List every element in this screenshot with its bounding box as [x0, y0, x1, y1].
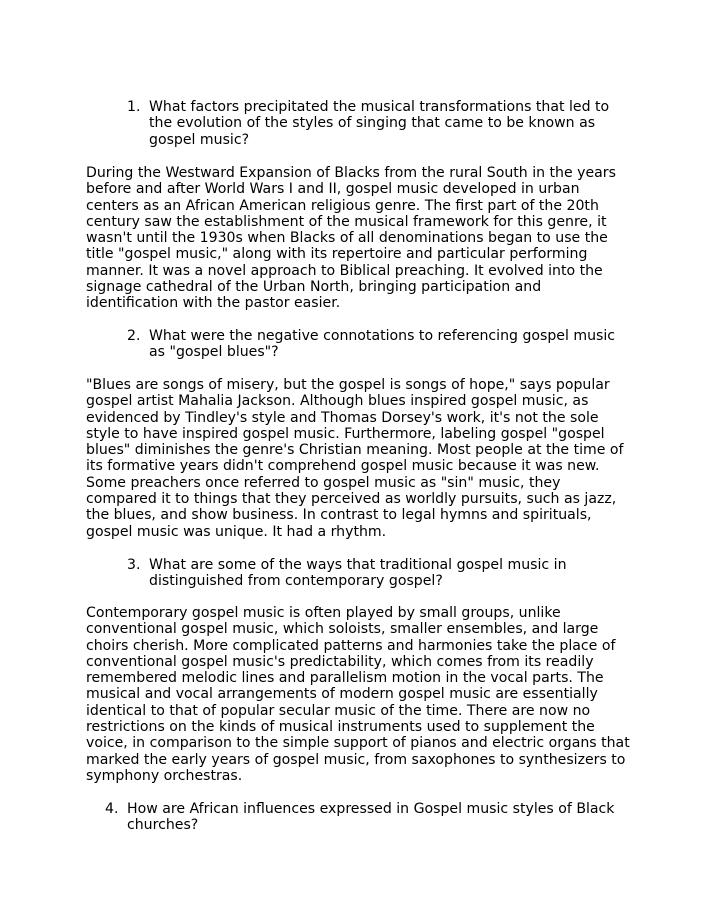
question-text: How are African influences expressed in Gospel music styles of Black churches?	[127, 801, 615, 834]
question-text: What are some of the ways that traditional gospel music in distinguished from contemporary gospel?	[149, 557, 567, 590]
question-number: 2.	[127, 328, 141, 344]
question-number: 1.	[127, 99, 141, 115]
question-3	[127, 557, 627, 590]
question-number: 3.	[127, 557, 141, 573]
question-4	[105, 801, 625, 834]
question-text: What were the negative connotations to referencing gospel music as "gospel blues"?	[149, 328, 616, 361]
question-number: 4.	[105, 801, 119, 817]
answer-paragraph-3: Contemporary gospel music is often played by small groups, unlike conventional gospel music, which soloists, smaller ensembles, and large choirs cherish. More complicated patterns and harmonies take the place of conventional gospel music's predictability, which comes from its readily remembered melodic lines and parallelism motion in the vocal parts. The musical and vocal arrangements of modern gospel music are essentially identical to that of popular secular music of the time. There are now no restrictions on the kinds of musical instruments used to supplement the voice, in comparison to the simple support of pianos and electric organs that marked the early years of gospel music, from saxophones to synthesizers to symphony orchestras.	[86, 605, 630, 784]
answer-paragraph-1: During the Westward Expansion of Blacks from the rural South in the years before and after World Wars I and II, gospel music developed in urban centers as an African American religious genre. The first part of the 20th century saw the establishment of the musical framework for this genre, it wasn't until the 1930s when Blacks of all denominations began to use the title "gospel music," along with its repertoire and particular performing manner. It was a novel approach to Biblical preaching. It evolved into the signage cathedral of the Urban North, bringing participation and identification with the pastor easier.	[86, 165, 616, 312]
question-text: What factors precipitated the musical transformations that led to the evolution of the styles of singing that came to be known as gospel music?	[149, 99, 610, 148]
answer-paragraph-2: "Blues are songs of misery, but the gospel is songs of hope," says popular gospel artist Mahalia Jackson. Although blues inspired gospel music, as evidenced by Tindley's style and Thomas Dorsey's work, it's not the sole style to have inspired gospel music. Furthermore, labeling gospel "gospel blues" diminishes the genre's Christian meaning. Most people at the time of its formative years didn't comprehend gospel music because it was new. Some preachers once referred to gospel music as "sin" music, they compared it to things that they perceived as worldly pursuits, such as jazz, the blues, and show business. In contrast to legal hymns and spirituals, gospel music was unique. It had a rhythm.	[86, 377, 624, 540]
question-1	[127, 99, 627, 148]
question-2	[127, 328, 627, 361]
